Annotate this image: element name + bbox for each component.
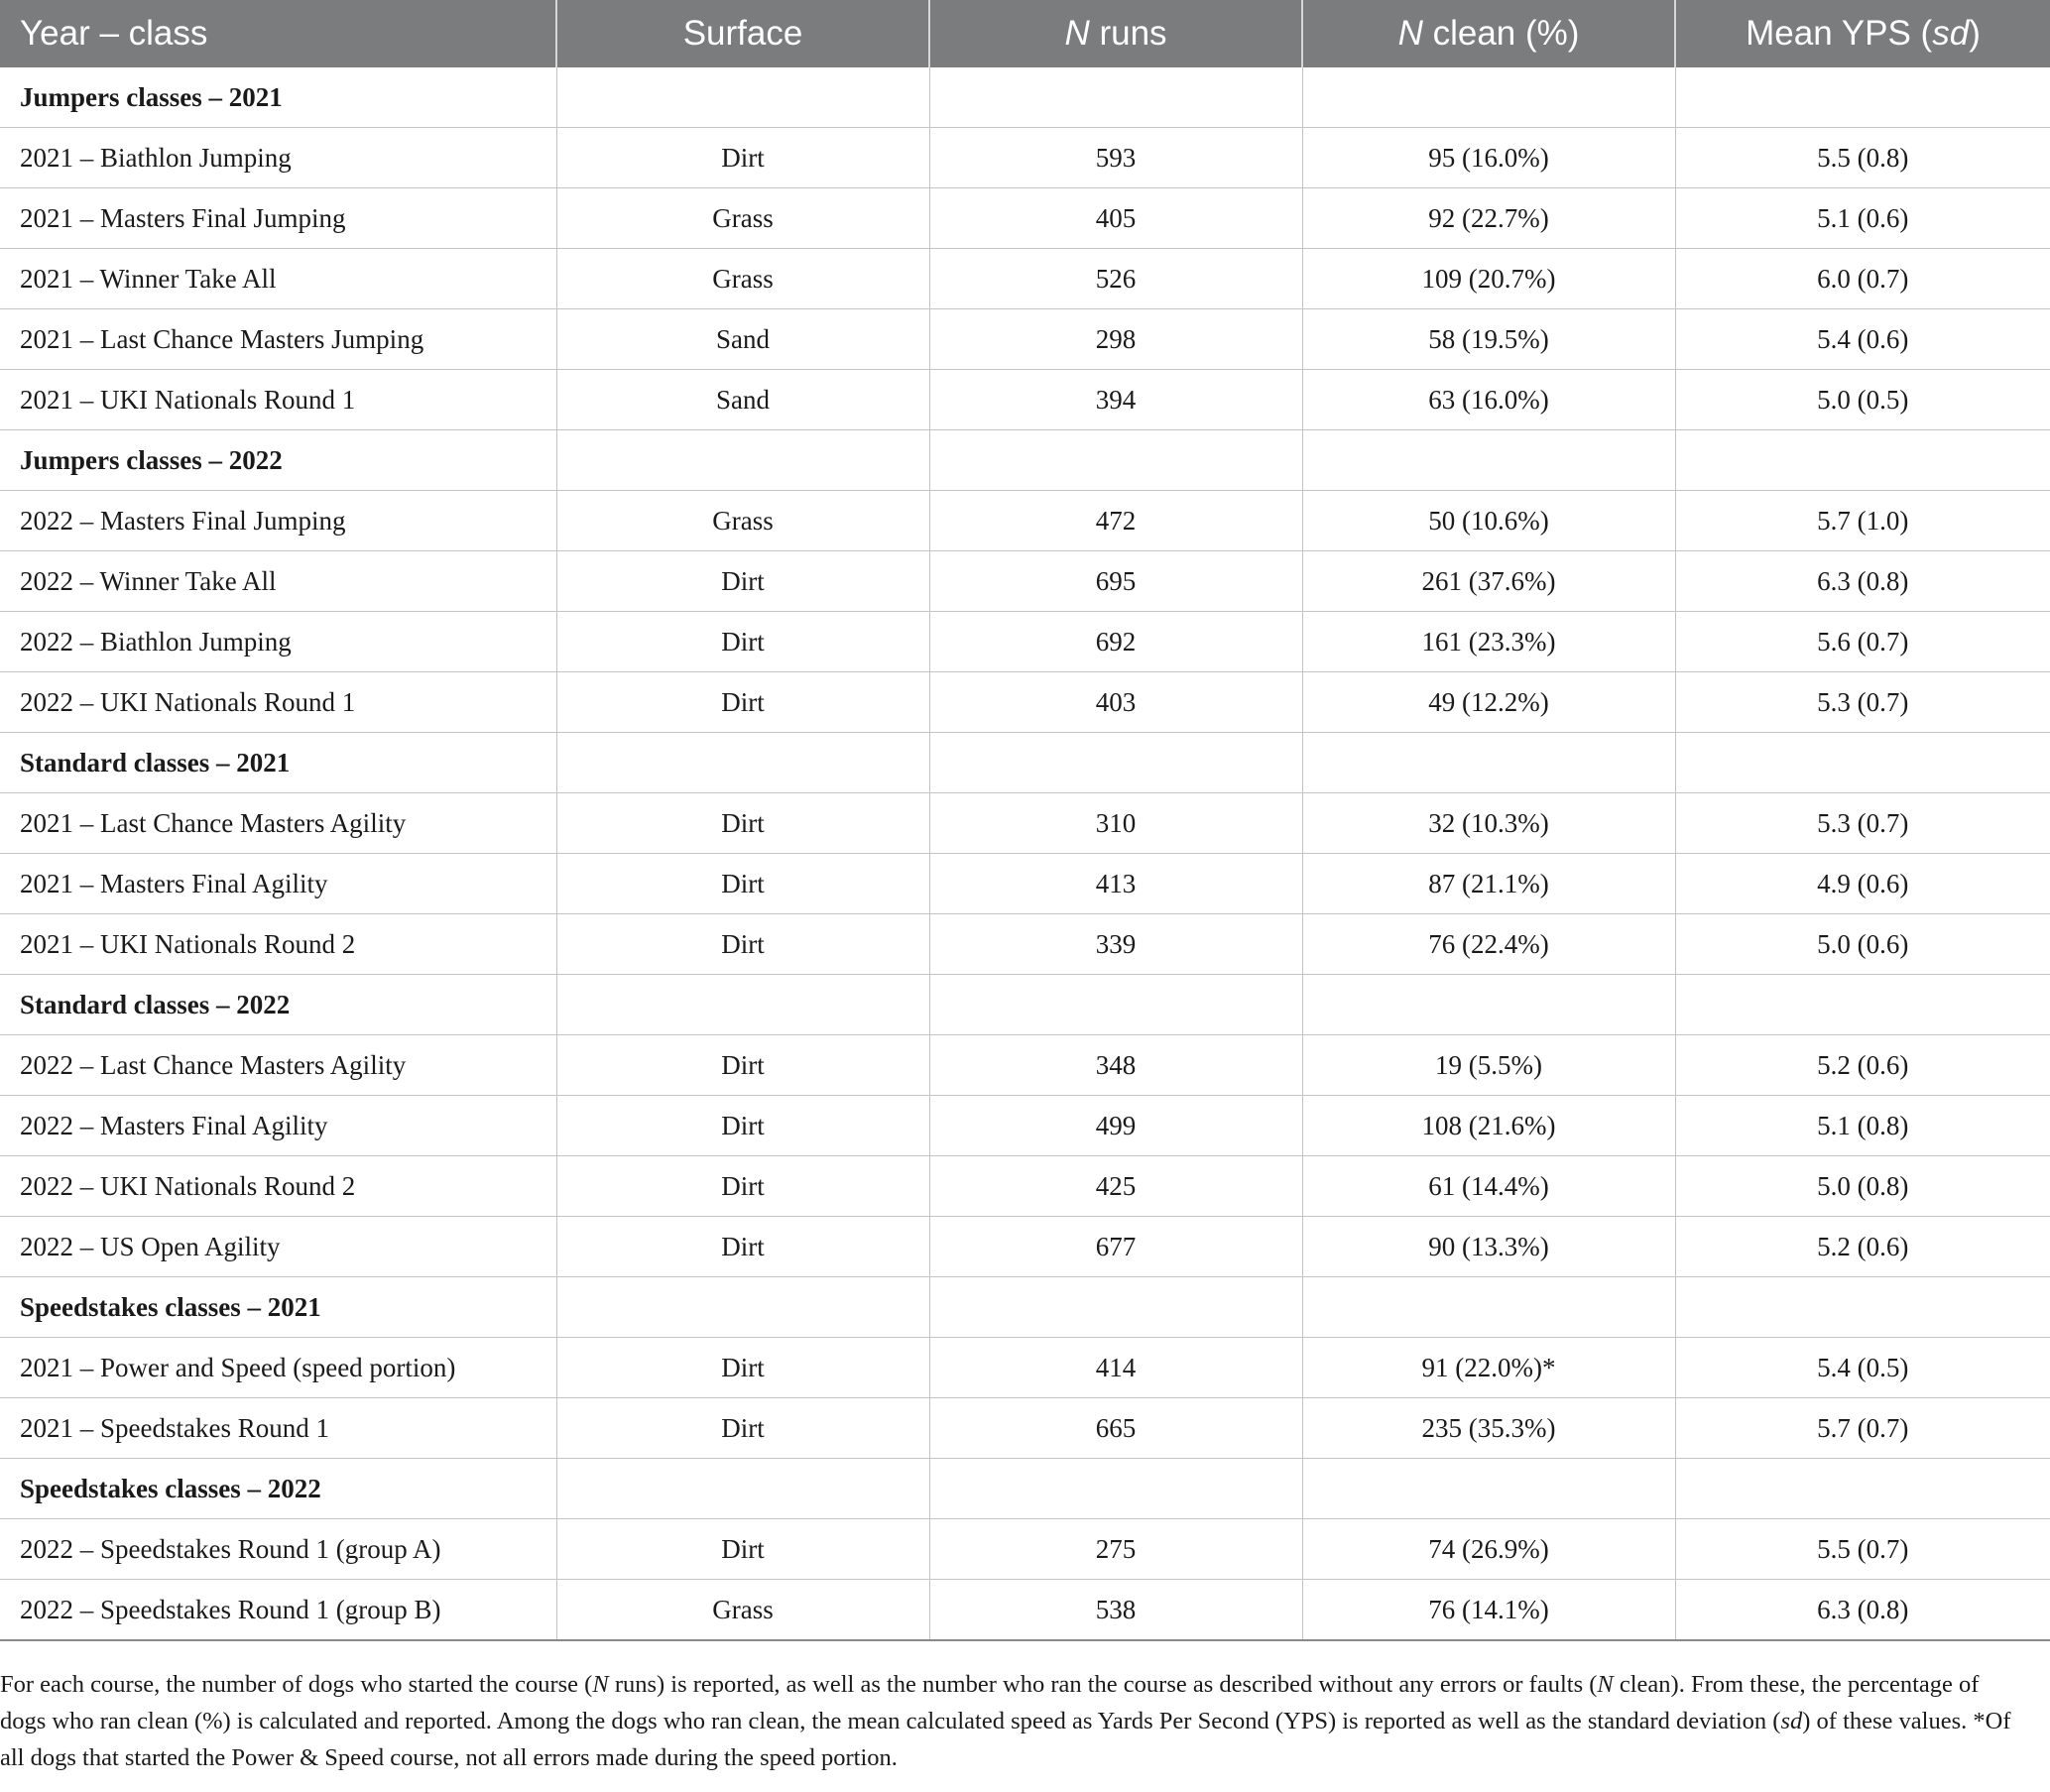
cell-surface: Dirt: [556, 672, 929, 733]
cell-surface: Grass: [556, 188, 929, 249]
cell-year-class: 2022 – Winner Take All: [0, 551, 556, 612]
footnote-part-4: ) of these values. *Of all dogs that started the Power & Speed course, not all errors made during the speed portion.: [0, 1708, 2011, 1771]
cell-n-runs: 526: [929, 249, 1302, 309]
empty-cell: [929, 1277, 1302, 1338]
cell-surface: Sand: [556, 370, 929, 430]
cell-mean-yps: 6.0 (0.7): [1675, 249, 2050, 309]
cell-n-runs: 499: [929, 1096, 1302, 1156]
table-row: [0, 370, 2050, 430]
cell-n-runs: 413: [929, 854, 1302, 914]
cell-year-class: 2021 – Power and Speed (speed portion): [0, 1338, 556, 1398]
cell-year-class: 2022 – Speedstakes Round 1 (group A): [0, 1519, 556, 1580]
cell-surface: Dirt: [556, 1338, 929, 1398]
cell-n-runs: 405: [929, 188, 1302, 249]
section-title: Speedstakes classes – 2022: [0, 1459, 556, 1519]
cell-surface: Dirt: [556, 1096, 929, 1156]
cell-year-class: 2022 – UKI Nationals Round 1: [0, 672, 556, 733]
table-row: [0, 1156, 2050, 1217]
table-row: [0, 793, 2050, 854]
empty-cell: [1302, 733, 1675, 793]
cell-n-runs: 425: [929, 1156, 1302, 1217]
cell-mean-yps: 5.5 (0.8): [1675, 128, 2050, 188]
cell-mean-yps: 5.7 (0.7): [1675, 1398, 2050, 1459]
cell-surface: Grass: [556, 491, 929, 551]
cell-n-runs: 677: [929, 1217, 1302, 1277]
empty-cell: [1302, 67, 1675, 128]
cell-n-runs: 593: [929, 128, 1302, 188]
cell-surface: Dirt: [556, 551, 929, 612]
table-row: [0, 309, 2050, 370]
empty-cell: [1302, 430, 1675, 491]
cell-year-class: 2022 – US Open Agility: [0, 1217, 556, 1277]
cell-n-runs: 298: [929, 309, 1302, 370]
section-row: [0, 733, 2050, 793]
cell-n-clean: 95 (16.0%): [1302, 128, 1675, 188]
cell-surface: Dirt: [556, 854, 929, 914]
table-row: [0, 1217, 2050, 1277]
cell-mean-yps: 5.4 (0.5): [1675, 1338, 2050, 1398]
empty-cell: [929, 67, 1302, 128]
header-surface: [556, 0, 929, 67]
cell-year-class: 2021 – Masters Final Agility: [0, 854, 556, 914]
table-row: [0, 1580, 2050, 1641]
header-n-clean-label: clean (%): [1422, 14, 1580, 53]
cell-n-runs: 692: [929, 612, 1302, 672]
table-body: [0, 67, 2050, 1640]
empty-cell: [556, 1277, 929, 1338]
empty-cell: [556, 67, 929, 128]
cell-n-runs: 348: [929, 1035, 1302, 1096]
cell-n-runs: 538: [929, 1580, 1302, 1641]
table-row: [0, 854, 2050, 914]
table-row: [0, 128, 2050, 188]
header-n-runs: [929, 0, 1302, 67]
table-row: [0, 672, 2050, 733]
cell-surface: Dirt: [556, 1398, 929, 1459]
cell-mean-yps: 6.3 (0.8): [1675, 1580, 2050, 1641]
cell-n-clean: 32 (10.3%): [1302, 793, 1675, 854]
cell-n-runs: 339: [929, 914, 1302, 975]
cell-mean-yps: 5.1 (0.8): [1675, 1096, 2050, 1156]
cell-n-clean: 50 (10.6%): [1302, 491, 1675, 551]
header-mean-yps-post: ): [1969, 14, 1981, 53]
table-row: [0, 551, 2050, 612]
cell-mean-yps: 5.2 (0.6): [1675, 1035, 2050, 1096]
empty-cell: [1675, 1277, 2050, 1338]
cell-n-clean: 74 (26.9%): [1302, 1519, 1675, 1580]
empty-cell: [929, 975, 1302, 1035]
cell-surface: Grass: [556, 249, 929, 309]
header-surface-label: Surface: [682, 14, 803, 53]
cell-n-clean: 63 (16.0%): [1302, 370, 1675, 430]
empty-cell: [556, 1459, 929, 1519]
footnote-italic-1: N: [592, 1671, 609, 1698]
cell-surface: Grass: [556, 1580, 929, 1641]
cell-surface: Sand: [556, 309, 929, 370]
cell-mean-yps: 5.3 (0.7): [1675, 793, 2050, 854]
empty-cell: [929, 430, 1302, 491]
cell-n-runs: 310: [929, 793, 1302, 854]
cell-n-clean: 109 (20.7%): [1302, 249, 1675, 309]
cell-year-class: 2021 – Last Chance Masters Agility: [0, 793, 556, 854]
header-row: [0, 0, 2050, 67]
section-row: [0, 430, 2050, 491]
cell-year-class: 2021 – UKI Nationals Round 2: [0, 914, 556, 975]
table-row: [0, 1096, 2050, 1156]
empty-cell: [1302, 1277, 1675, 1338]
cell-n-clean: 91 (22.0%)*: [1302, 1338, 1675, 1398]
header-n-runs-italic: N: [1064, 14, 1090, 53]
empty-cell: [1302, 1459, 1675, 1519]
cell-n-runs: 665: [929, 1398, 1302, 1459]
cell-surface: Dirt: [556, 128, 929, 188]
table-footnote: [0, 1666, 2023, 1776]
section-title: Standard classes – 2022: [0, 975, 556, 1035]
cell-mean-yps: 6.3 (0.8): [1675, 551, 2050, 612]
empty-cell: [1675, 733, 2050, 793]
cell-year-class: 2022 – Last Chance Masters Agility: [0, 1035, 556, 1096]
cell-n-clean: 161 (23.3%): [1302, 612, 1675, 672]
cell-year-class: 2021 – Winner Take All: [0, 249, 556, 309]
footnote-part-1: For each course, the number of dogs who started the course (: [0, 1671, 593, 1698]
cell-surface: Dirt: [556, 793, 929, 854]
cell-n-runs: 394: [929, 370, 1302, 430]
section-row: [0, 1459, 2050, 1519]
cell-mean-yps: 5.6 (0.7): [1675, 612, 2050, 672]
cell-year-class: 2022 – Masters Final Agility: [0, 1096, 556, 1156]
cell-n-clean: 58 (19.5%): [1302, 309, 1675, 370]
table-row: [0, 914, 2050, 975]
empty-cell: [556, 430, 929, 491]
table-row: [0, 1035, 2050, 1096]
cell-n-runs: 275: [929, 1519, 1302, 1580]
table-row: [0, 249, 2050, 309]
cell-mean-yps: 5.7 (1.0): [1675, 491, 2050, 551]
footnote-part-3: clean). From these, the percentage of dogs who ran clean (%) is calculated and reported. Among the dogs who ran clean, the mean calculated speed as Yards Per Second (YPS) is reported as well as the standard deviation (: [0, 1671, 1980, 1734]
section-title: Jumpers classes – 2022: [0, 430, 556, 491]
cell-mean-yps: 5.0 (0.6): [1675, 914, 2050, 975]
empty-cell: [1675, 1459, 2050, 1519]
cell-year-class: 2022 – UKI Nationals Round 2: [0, 1156, 556, 1217]
cell-n-clean: 108 (21.6%): [1302, 1096, 1675, 1156]
cell-n-runs: 472: [929, 491, 1302, 551]
table-row: [0, 612, 2050, 672]
cell-surface: Dirt: [556, 1035, 929, 1096]
cell-mean-yps: 5.2 (0.6): [1675, 1217, 2050, 1277]
header-mean-yps: [1675, 0, 2050, 67]
section-row: [0, 975, 2050, 1035]
empty-cell: [1675, 67, 2050, 128]
cell-year-class: 2021 – Masters Final Jumping: [0, 188, 556, 249]
cell-year-class: 2021 – UKI Nationals Round 1: [0, 370, 556, 430]
cell-n-clean: 19 (5.5%): [1302, 1035, 1675, 1096]
cell-mean-yps: 5.3 (0.7): [1675, 672, 2050, 733]
empty-cell: [1675, 430, 2050, 491]
empty-cell: [556, 733, 929, 793]
header-year-class-label: Year – class: [20, 14, 208, 53]
cell-mean-yps: 4.9 (0.6): [1675, 854, 2050, 914]
header-year-class: [0, 0, 556, 67]
empty-cell: [929, 733, 1302, 793]
header-n-runs-label: runs: [1089, 14, 1167, 53]
empty-cell: [556, 975, 929, 1035]
cell-n-runs: 414: [929, 1338, 1302, 1398]
cell-mean-yps: 5.0 (0.5): [1675, 370, 2050, 430]
table-row: [0, 1338, 2050, 1398]
cell-year-class: 2021 – Last Chance Masters Jumping: [0, 309, 556, 370]
cell-n-clean: 261 (37.6%): [1302, 551, 1675, 612]
cell-n-runs: 403: [929, 672, 1302, 733]
cell-n-clean: 76 (22.4%): [1302, 914, 1675, 975]
table-row: [0, 1398, 2050, 1459]
cell-mean-yps: 5.0 (0.8): [1675, 1156, 2050, 1217]
section-row: [0, 1277, 2050, 1338]
footnote-part-2: runs) is reported, as well as the number who ran the course as described without any errors or faults (: [608, 1671, 1598, 1698]
table-row: [0, 491, 2050, 551]
cell-surface: Dirt: [556, 1156, 929, 1217]
cell-surface: Dirt: [556, 1217, 929, 1277]
footnote-italic-2: N: [1597, 1671, 1614, 1698]
table-row: [0, 188, 2050, 249]
section-row: [0, 67, 2050, 128]
cell-n-clean: 90 (13.3%): [1302, 1217, 1675, 1277]
header-n-clean-italic: N: [1397, 14, 1423, 53]
cell-n-clean: 235 (35.3%): [1302, 1398, 1675, 1459]
cell-year-class: 2021 – Biathlon Jumping: [0, 128, 556, 188]
cell-n-clean: 76 (14.1%): [1302, 1580, 1675, 1641]
empty-cell: [1302, 975, 1675, 1035]
table-header: [0, 0, 2050, 67]
cell-year-class: 2022 – Speedstakes Round 1 (group B): [0, 1580, 556, 1641]
empty-cell: [1675, 975, 2050, 1035]
cell-n-clean: 87 (21.1%): [1302, 854, 1675, 914]
cell-surface: Dirt: [556, 612, 929, 672]
cell-year-class: 2022 – Masters Final Jumping: [0, 491, 556, 551]
section-title: Jumpers classes – 2021: [0, 67, 556, 128]
section-title: Standard classes – 2021: [0, 733, 556, 793]
cell-surface: Dirt: [556, 1519, 929, 1580]
cell-mean-yps: 5.4 (0.6): [1675, 309, 2050, 370]
footnote-italic-3: sd: [1780, 1708, 1803, 1734]
header-mean-yps-pre: Mean YPS (: [1746, 14, 1933, 53]
header-mean-yps-italic: sd: [1932, 14, 1970, 53]
cell-year-class: 2021 – Speedstakes Round 1: [0, 1398, 556, 1459]
cell-year-class: 2022 – Biathlon Jumping: [0, 612, 556, 672]
cell-n-clean: 61 (14.4%): [1302, 1156, 1675, 1217]
table-row: [0, 1519, 2050, 1580]
cell-n-runs: 695: [929, 551, 1302, 612]
cell-surface: Dirt: [556, 914, 929, 975]
section-title: Speedstakes classes – 2021: [0, 1277, 556, 1338]
empty-cell: [929, 1459, 1302, 1519]
header-n-clean: [1302, 0, 1675, 67]
cell-n-clean: 92 (22.7%): [1302, 188, 1675, 249]
footnote-text: [0, 1666, 2023, 1776]
cell-mean-yps: 5.1 (0.6): [1675, 188, 2050, 249]
cell-mean-yps: 5.5 (0.7): [1675, 1519, 2050, 1580]
cell-n-clean: 49 (12.2%): [1302, 672, 1675, 733]
